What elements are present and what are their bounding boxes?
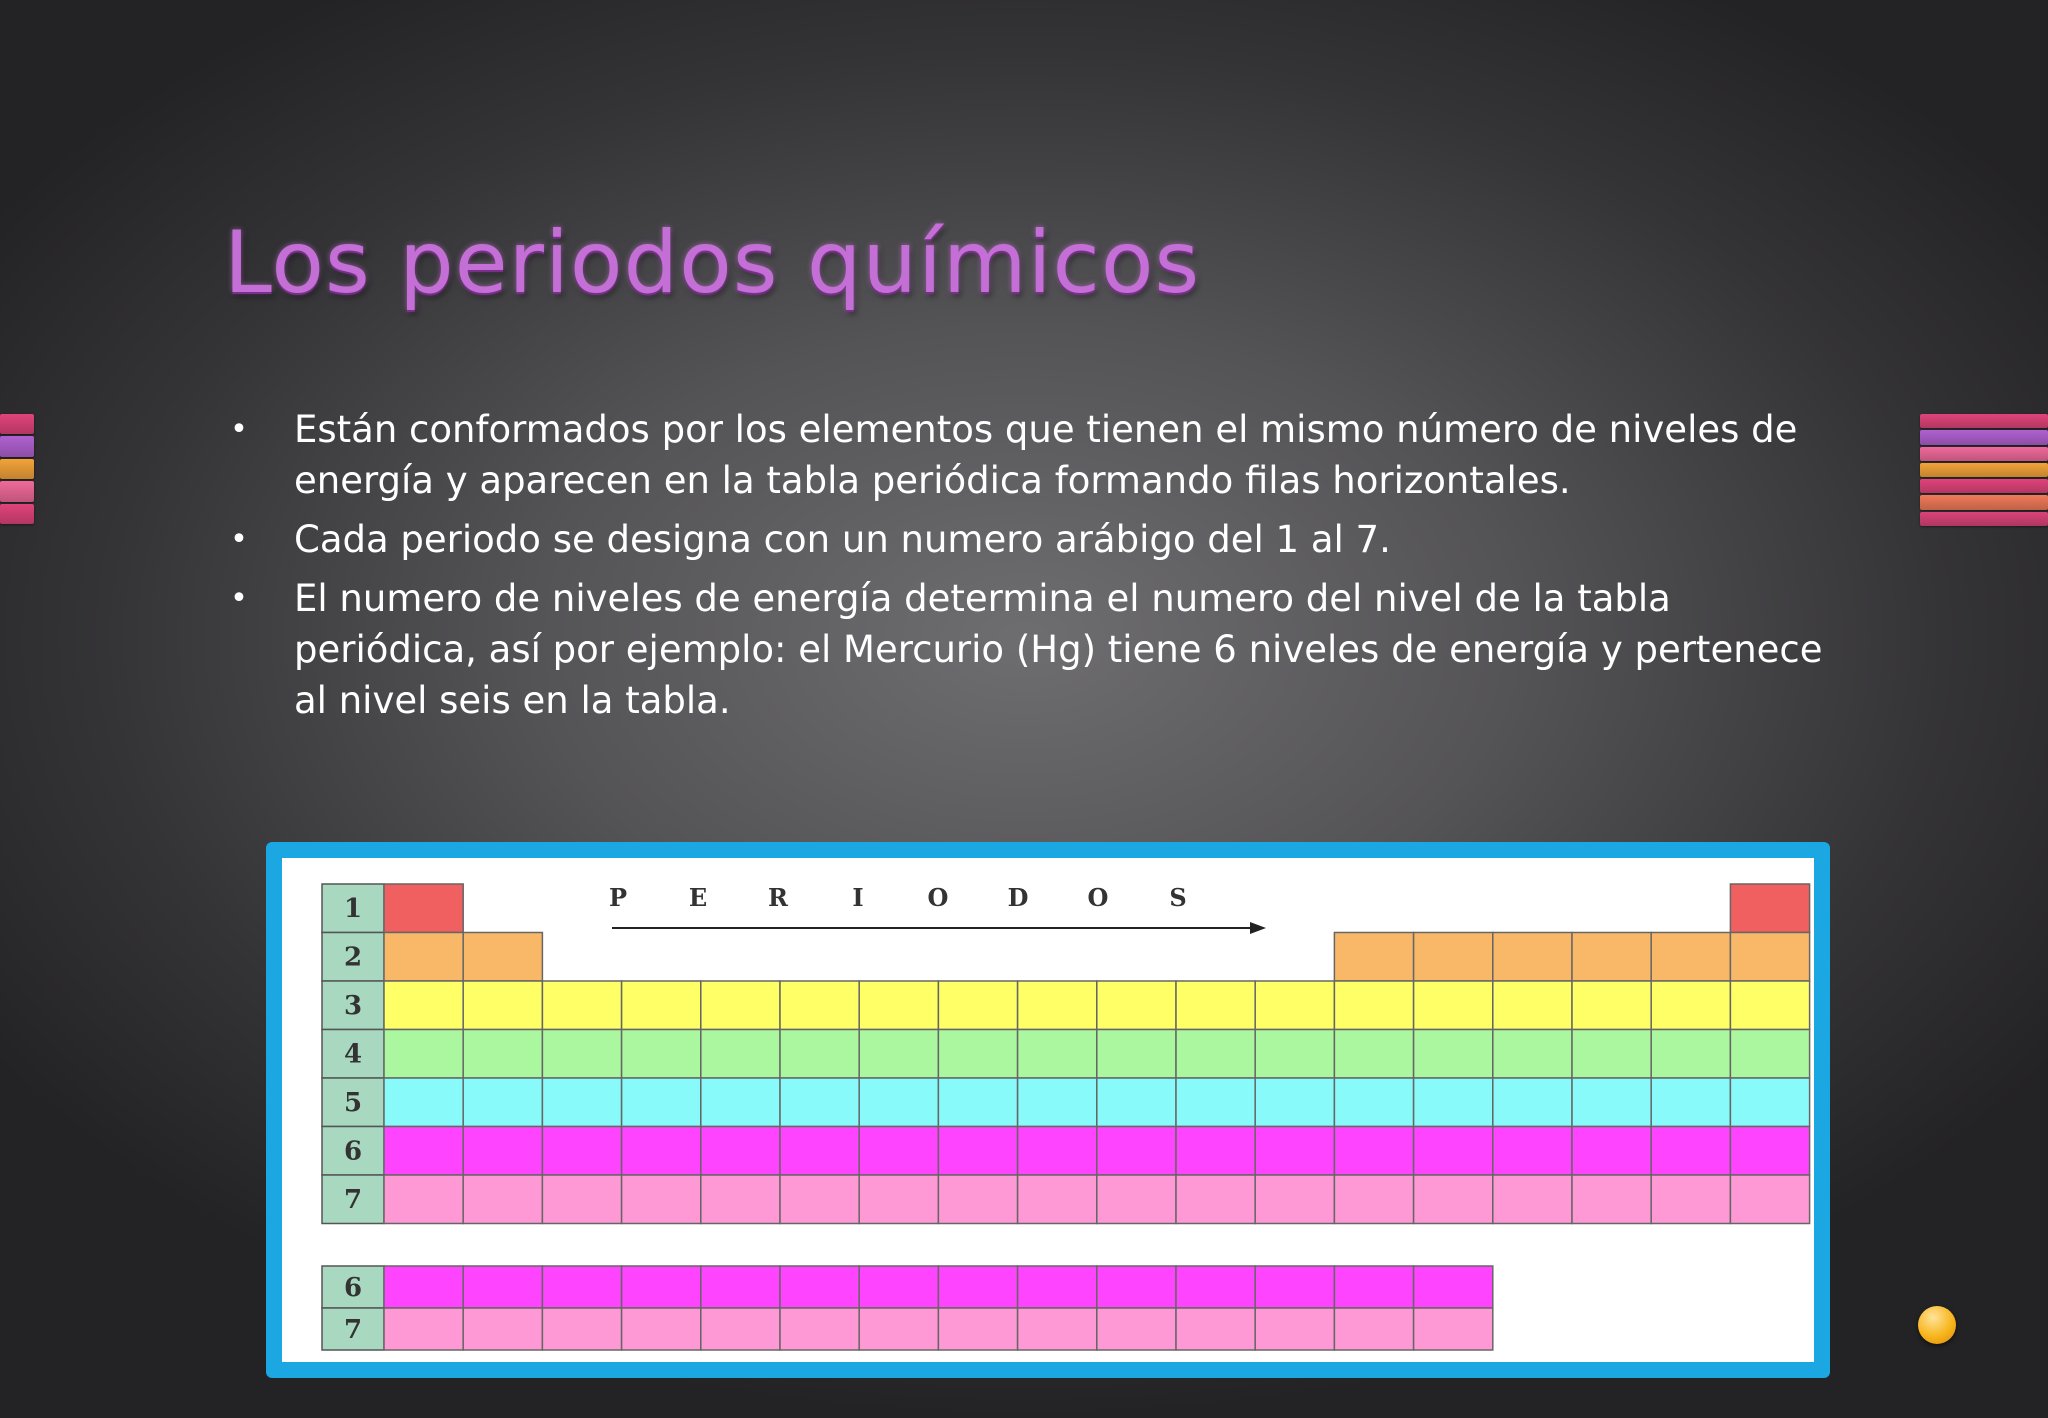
element-cell <box>701 1030 780 1079</box>
stripe <box>0 504 34 524</box>
footer-element-cell <box>1255 1308 1334 1350</box>
element-cell <box>384 1127 463 1176</box>
element-cell <box>1572 981 1651 1030</box>
footer-element-cell <box>938 1308 1017 1350</box>
element-cell <box>701 981 780 1030</box>
element-cell <box>780 1127 859 1176</box>
element-cell <box>1097 1175 1176 1224</box>
element-cell <box>1334 1175 1413 1224</box>
element-cell <box>1730 933 1809 982</box>
element-cell <box>463 1030 542 1079</box>
element-cell <box>622 1078 701 1127</box>
element-cell <box>1334 933 1413 982</box>
header-letter: P <box>608 883 628 912</box>
stripe <box>0 481 34 501</box>
footer-element-cell <box>1334 1308 1413 1350</box>
bullet-list <box>224 404 1844 734</box>
footer-element-cell <box>1097 1266 1176 1308</box>
element-cell <box>859 1078 938 1127</box>
element-cell <box>1414 981 1493 1030</box>
right-stripes-decoration <box>1920 414 2048 528</box>
bullet-marker: • <box>230 581 248 616</box>
element-cell <box>1493 981 1572 1030</box>
left-stripes-decoration <box>0 414 34 526</box>
footer-element-cell <box>780 1266 859 1308</box>
bullet-text: Están conformados por los elementos que tienen el mismo número de niveles de energía y aparecen en la tabla periódica formando filas horizontales. <box>294 408 1798 502</box>
bullet-item <box>224 573 1844 726</box>
element-cell <box>384 884 463 933</box>
element-cell <box>1651 1078 1730 1127</box>
slide-title: Los periodos químicos <box>224 213 1201 313</box>
footer-element-cell <box>1255 1266 1334 1308</box>
element-cell <box>542 981 621 1030</box>
element-cell <box>1730 1175 1809 1224</box>
element-cell <box>938 981 1017 1030</box>
header-arrow-head <box>1250 922 1266 934</box>
header-letter: R <box>768 883 788 912</box>
periodic-table-image <box>282 858 1814 1362</box>
element-cell <box>938 1175 1017 1224</box>
period-label: 7 <box>343 1185 363 1215</box>
element-cell <box>1255 1078 1334 1127</box>
element-cell <box>463 1175 542 1224</box>
element-cell <box>542 1127 621 1176</box>
element-cell <box>1176 981 1255 1030</box>
footer-element-cell <box>1176 1308 1255 1350</box>
stripe <box>1920 495 2048 509</box>
element-cell <box>859 1030 938 1079</box>
element-cell <box>1018 1078 1097 1127</box>
element-cell <box>1572 1175 1651 1224</box>
element-cell <box>1651 933 1730 982</box>
header-letter: I <box>852 883 864 912</box>
footer-element-cell <box>1176 1266 1255 1308</box>
element-cell <box>1334 1030 1413 1079</box>
element-cell <box>1572 1078 1651 1127</box>
element-cell <box>542 1175 621 1224</box>
element-cell <box>1572 933 1651 982</box>
header-letter: D <box>1007 883 1029 912</box>
element-cell <box>1176 1175 1255 1224</box>
element-cell <box>463 933 542 982</box>
element-cell <box>622 1175 701 1224</box>
element-cell <box>463 1078 542 1127</box>
footer-element-cell <box>463 1266 542 1308</box>
stripe <box>1920 512 2048 526</box>
stripe <box>0 414 34 434</box>
element-cell <box>384 1030 463 1079</box>
element-cell <box>1255 981 1334 1030</box>
bullet-marker: • <box>230 412 248 447</box>
element-cell <box>938 1030 1017 1079</box>
element-cell <box>1414 1078 1493 1127</box>
element-cell <box>1334 1127 1413 1176</box>
element-cell <box>1651 981 1730 1030</box>
period-label: 2 <box>343 942 363 973</box>
footer-element-cell <box>701 1266 780 1308</box>
element-cell <box>859 1175 938 1224</box>
footer-element-cell <box>622 1266 701 1308</box>
bullet-item <box>224 404 1844 506</box>
element-cell <box>1334 1078 1413 1127</box>
periodic-table-frame <box>266 842 1830 1378</box>
element-cell <box>1097 981 1176 1030</box>
element-cell <box>1572 1030 1651 1079</box>
element-cell <box>701 1175 780 1224</box>
element-cell <box>1651 1030 1730 1079</box>
element-cell <box>542 1078 621 1127</box>
footer-element-cell <box>701 1308 780 1350</box>
element-cell <box>938 1127 1017 1176</box>
stripe <box>0 436 34 456</box>
bullet-marker: • <box>230 522 248 557</box>
orange-circle-icon[interactable] <box>1918 1306 1956 1344</box>
element-cell <box>384 981 463 1030</box>
bullet-text: Cada periodo se designa con un numero arábigo del 1 al 7. <box>294 518 1391 561</box>
element-cell <box>542 1030 621 1079</box>
period-label: 3 <box>343 991 363 1021</box>
element-cell <box>384 1078 463 1127</box>
element-cell <box>780 1175 859 1224</box>
element-cell <box>859 1127 938 1176</box>
element-cell <box>780 981 859 1030</box>
footer-element-cell <box>859 1266 938 1308</box>
stripe <box>1920 447 2048 461</box>
header-letter: S <box>1169 883 1187 912</box>
element-cell <box>1097 1030 1176 1079</box>
element-cell <box>1493 933 1572 982</box>
bullet-item <box>224 514 1844 565</box>
element-cell <box>1097 1078 1176 1127</box>
element-cell <box>622 1127 701 1176</box>
footer-element-cell <box>1414 1266 1493 1308</box>
footer-element-cell <box>542 1266 621 1308</box>
element-cell <box>1097 1127 1176 1176</box>
element-cell <box>1176 1078 1255 1127</box>
footer-element-cell <box>1018 1308 1097 1350</box>
element-cell <box>622 1030 701 1079</box>
element-cell <box>622 981 701 1030</box>
element-cell <box>1651 1127 1730 1176</box>
stripe <box>1920 479 2048 493</box>
element-cell <box>1493 1175 1572 1224</box>
stripe <box>1920 430 2048 444</box>
element-cell <box>1176 1127 1255 1176</box>
element-cell <box>1414 933 1493 982</box>
footer-element-cell <box>384 1266 463 1308</box>
element-cell <box>1493 1030 1572 1079</box>
element-cell <box>1176 1030 1255 1079</box>
element-cell <box>1730 1030 1809 1079</box>
element-cell <box>463 981 542 1030</box>
period-label: 6 <box>343 1136 363 1167</box>
element-cell <box>1255 1175 1334 1224</box>
element-cell <box>1730 1078 1809 1127</box>
element-cell <box>701 1127 780 1176</box>
footer-element-cell <box>542 1308 621 1350</box>
element-cell <box>1651 1175 1730 1224</box>
footer-element-cell <box>1018 1266 1097 1308</box>
element-cell <box>384 1175 463 1224</box>
period-label: 1 <box>343 894 363 924</box>
element-cell <box>1730 981 1809 1030</box>
header-letter: O <box>1087 883 1109 912</box>
element-cell <box>1572 1127 1651 1176</box>
header-letter: O <box>927 883 949 912</box>
footer-element-cell <box>1414 1308 1493 1350</box>
element-cell <box>463 1127 542 1176</box>
element-cell <box>1414 1175 1493 1224</box>
footer-element-cell <box>1334 1266 1413 1308</box>
stripe <box>0 459 34 479</box>
footer-element-cell <box>622 1308 701 1350</box>
header-letter: E <box>688 883 708 912</box>
element-cell <box>701 1078 780 1127</box>
element-cell <box>1018 1030 1097 1079</box>
footer-element-cell <box>384 1308 463 1350</box>
footer-element-cell <box>780 1308 859 1350</box>
footer-element-cell <box>859 1308 938 1350</box>
footer-element-cell <box>463 1308 542 1350</box>
element-cell <box>1493 1127 1572 1176</box>
element-cell <box>780 1078 859 1127</box>
element-cell <box>1018 981 1097 1030</box>
element-cell <box>1414 1127 1493 1176</box>
element-cell <box>384 933 463 982</box>
period-label: 4 <box>343 1039 363 1070</box>
element-cell <box>1414 1030 1493 1079</box>
element-cell <box>859 981 938 1030</box>
period-label: 5 <box>343 1088 363 1118</box>
bullet-text: El numero de niveles de energía determina el numero del nivel de la tabla periódica, así por ejemplo: el Mercurio (Hg) tiene 6 niveles de energía y pertenece al nivel seis en la tabla. <box>294 577 1823 722</box>
element-cell <box>1493 1078 1572 1127</box>
stripe <box>1920 414 2048 428</box>
element-cell <box>1018 1175 1097 1224</box>
footer-element-cell <box>1097 1308 1176 1350</box>
footer-label: 6 <box>343 1273 363 1303</box>
element-cell <box>1018 1127 1097 1176</box>
footer-element-cell <box>938 1266 1017 1308</box>
element-cell <box>1255 1127 1334 1176</box>
footer-label: 7 <box>343 1315 363 1345</box>
periodic-table-diagram <box>282 858 1814 1362</box>
element-cell <box>780 1030 859 1079</box>
element-cell <box>1730 884 1809 933</box>
element-cell <box>1730 1127 1809 1176</box>
element-cell <box>1334 981 1413 1030</box>
stripe <box>1920 463 2048 477</box>
element-cell <box>1255 1030 1334 1079</box>
element-cell <box>938 1078 1017 1127</box>
